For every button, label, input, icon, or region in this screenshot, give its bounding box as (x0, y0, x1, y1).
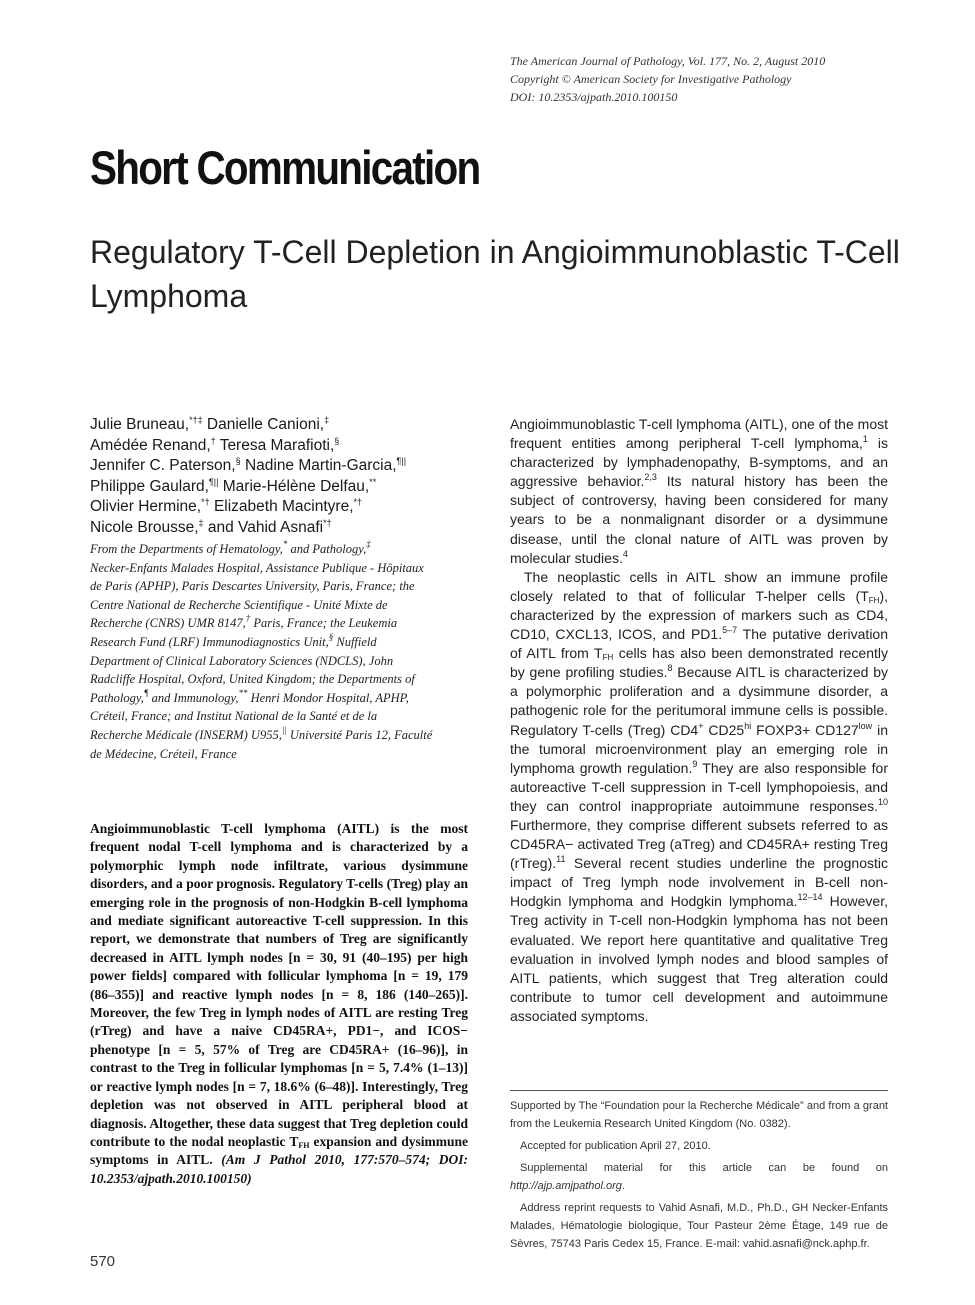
author-line (90, 518, 490, 539)
affiliation-line: Necker-Enfants Malades Hospital, Assistance Publique - Hôpitaux (90, 560, 424, 575)
author-line (90, 415, 490, 436)
body-text-run: Because AITL is characterized by a polymorphic proliferation and a dysimmune disorder, a pathogenic role for the peritumoral immune cells is possible. Regulatory T-cells (Treg) CD4 (510, 664, 888, 738)
reference-superscript: 2,3 (644, 472, 657, 483)
supplemental-link[interactable]: http://ajp.amjpathol.org (510, 1180, 622, 1192)
abstract-subscript: FH (298, 1140, 310, 1150)
reference-superscript: 5–7 (722, 625, 738, 636)
body-text-run: The putative derivation of AITL from T (510, 626, 889, 662)
reference-superscript: 1 (862, 434, 868, 445)
author-marks: ** (369, 476, 377, 487)
author-marks: ‡ (198, 517, 204, 528)
abstract-citation: (Am J Pathol 2010, 177:570–574; DOI: 10.2353/ajpath.2010.100150) (90, 1152, 469, 1186)
author-marks: *† (353, 497, 363, 507)
reference-superscript: 12–14 (797, 892, 823, 903)
subscript: FH (868, 595, 880, 605)
author-name: Teresa Marafioti, (219, 436, 335, 454)
author-marks: † (210, 435, 216, 446)
affiliation-line: From the Departments of Hematology,* and Pathology,‡ (90, 539, 371, 556)
body-text-run: Several recent studies underline the prognostic impact of Treg lymph node involvement in B-cell non-Hodgkin lymphoma and Hodgkin lymphoma. (510, 855, 888, 910)
footnote-divider (510, 1090, 888, 1091)
affiliation-line: Radcliffe Hospital, Oxford, United Kingdom; the Departments of (90, 672, 415, 687)
body-text-run: Furthermore, they comprise different subsets referred to as CD45RA− activated Treg (aTreg) and CD45RA+ resting Treg (rTreg). (510, 816, 888, 872)
page-number: 570 (90, 1253, 116, 1270)
author-name: Nadine Martin-Garcia, (244, 457, 397, 474)
footnotes (510, 1097, 888, 1257)
author-name: Marie-Hélène Delfau, (222, 477, 370, 495)
affiliations (90, 540, 468, 763)
reference-superscript: 11 (556, 854, 566, 865)
author-marks: ‡ (324, 415, 330, 425)
supplemental-note: Supplemental material for this article can be found on http://ajp.amjpathol.org. (510, 1162, 888, 1192)
reference-superscript: low (858, 720, 873, 731)
abstract (90, 820, 468, 1188)
author-line (90, 477, 490, 498)
author-name: and Vahid Asnafi (207, 518, 324, 536)
reprint-note: Address reprint requests to Vahid Asnafi, M.D., Ph.D., GH Necker-Enfants Malades, Hématologie biologique, Tour Pasteur 2ème Étage, 149 rue de Sèvres, 75743 Paris Cedex 15, France. E-mail: vahid.asnafi@nck.aphp.fr. (510, 1202, 888, 1250)
author-name: Nicole Brousse, (90, 518, 199, 536)
body-paragraph-2 (510, 568, 888, 1026)
body-text-run: However, Treg activity in T-cell non-Hodgkin lymphoma has not been evaluated. We report here quantitative and qualitative Treg evaluation in involved lymph nodes and blood samples of AITL patients, which suggest that Treg alteration could contribute to tumor cell development and autoimmune associated symptoms. (510, 893, 888, 1024)
article-title: Regulatory T-Cell Depletion in Angioimmunoblastic T-Cell Lymphoma (90, 234, 900, 314)
body-text-run: The neoplastic cells in AITL show an immune profile closely related to that of follicular T-helper cells (T (510, 568, 888, 604)
body-paragraph-1 (510, 415, 888, 568)
affiliation-line: Centre National de Recherche Scientifique - Unité Mixte de (90, 597, 388, 612)
body-text-run: Its natural history has been the subject of controversy, having been considered for many years to be a nonmalignant disorder or a dysimmune disease, until the clonal nature of AITL was proven by molecular studies. (510, 473, 888, 566)
reference-superscript: 4 (622, 548, 628, 559)
affiliation-line: de Médecine, Créteil, France (90, 746, 237, 761)
author-name: Danielle Canioni, (206, 416, 325, 433)
affiliation-line: Recherche (CNRS) UMR 8147,† Paris, France; the Leukemia (90, 613, 398, 631)
body-text-run: in the tumoral microenvironment play an emerging role in lymphoma growth regulation. (510, 721, 888, 776)
reference-superscript: 8 (667, 663, 673, 674)
author-name: Amédée Renand, (90, 436, 211, 454)
doi-line: DOI: 10.2353/ajpath.2010.100150 (510, 90, 678, 104)
journal-header (510, 52, 950, 106)
author-marks: § (334, 435, 340, 446)
author-marks: *† (323, 517, 332, 528)
body-text-run: Angioimmunoblastic T-cell lymphoma (AITL), one of the most frequent entities among peripheral T-cell lymphoma, (510, 416, 888, 452)
section-label: Short Communication (90, 141, 480, 194)
body-text (510, 415, 888, 1026)
body-text-run: FOXP3+ CD127 (751, 721, 859, 738)
subscript: FH (602, 653, 614, 663)
funding-note: Supported by The “Foundation pour la Recherche Médicale” and from a grant from the Leukemia Research United Kingdom (No. 0382). (510, 1100, 888, 1130)
affiliation-line: Recherche Médicale (INSERM) U955,|| Université Paris 12, Faculté (90, 724, 433, 742)
body-text-run: cells has also been demonstrated recently by gene profiling studies. (510, 645, 889, 681)
body-text-run: ), characterized by the expression of markers such as CD4, CD10, CXCL13, ICOS, and PD1. (510, 587, 888, 643)
reference-superscript: + (698, 720, 704, 731)
reference-superscript: 9 (692, 758, 698, 769)
copyright-line: Copyright © American Society for Investigative Pathology (510, 72, 792, 86)
body-text-run: is characterized by lymphadenopathy, B-symptoms, and an aggressive behavior. (510, 435, 888, 490)
author-line (90, 497, 490, 518)
author-marks: *†‡ (189, 415, 203, 425)
author-line (90, 456, 490, 477)
affiliation-line: Créteil, France; and Institut National de la Santé et de la (90, 709, 378, 724)
author-name: Julie Bruneau, (90, 416, 190, 433)
reference-superscript: 10 (877, 796, 888, 807)
affiliation-line: Department of Clinical Laboratory Sciences (NDCLS), John (90, 653, 394, 668)
author-name: Olivier Hermine, (90, 498, 202, 515)
author-name: Philippe Gaulard, (90, 477, 209, 495)
author-list (90, 415, 490, 538)
body-text-run: CD25 (703, 721, 745, 738)
affiliation-line: Pathology,¶ and Immunology,** Henri Mondor Hospital, APHP, (90, 687, 409, 705)
author-line (90, 436, 490, 457)
author-marks: ¶|| (396, 456, 407, 466)
abstract-text-end: expansion and dysimmune symptoms in AITL. (90, 1133, 468, 1168)
affiliation-line: de Paris (APHP), Paris Descartes University, Paris, France; the (90, 579, 415, 594)
body-text-run: They are also responsible for autoreactive T-cell suppression in T-cell lymphopoiesis, and they can control inappropriate autoimmune responses. (510, 759, 888, 814)
author-name: Elizabeth Macintyre, (213, 498, 354, 515)
author-marks: *† (201, 497, 210, 507)
affiliation-line: Research Fund (LRF) Immunodiagnostics Unit,§ Nuffield (90, 631, 377, 649)
author-name: Jennifer C. Paterson, (90, 457, 236, 474)
reference-superscript: hi (744, 720, 752, 731)
journal-citation-line: The American Journal of Pathology, Vol. 177, No. 2, August 2010 (510, 54, 826, 68)
abstract-text: Angioimmunoblastic T-cell lymphoma (AITL) is the most frequent nodal T-cell lymphoma and is characterized by a polymorphic lymph node infiltrate, various dysimmune disorders, and a poor prognosis. Regulatory T-cells (Treg) play an emerging role in the prognosis of non-Hodgkin B-cell lymphoma and mediate significant autoreactive T-cell suppression. In this report, we demonstrate that numbers of Treg are significantly decreased in AITL lymph nodes [n = 30, 91 (40–195) per high power fields] compared with follicular lymphoma [n = 19, 179 (86–355)] and reactive lymph nodes [n = 8, 186 (140–265)]. Moreover, the few Treg in lymph nodes of AITL are resting Treg (rTreg) and have a naive CD45RA+, PD1−, and ICOS− phenotype [n = 5, 57% of Treg are CD45RA+ (16–96)], in contrast to the Treg in follicular lymphomas [n = 5, 7.4% (1–13)] or reactive lymph nodes [n = 7, 18.6% (6–48)]. Interestingly, Treg depletion was not observed in AITL peripheral blood at diagnosis. Altogether, these data suggest that Treg depletion could contribute to the nodal neoplastic T (90, 821, 468, 1149)
author-marks: ¶|| (208, 476, 219, 487)
author-marks: § (235, 456, 241, 466)
accepted-note: Accepted for publication April 27, 2010. (520, 1140, 711, 1152)
